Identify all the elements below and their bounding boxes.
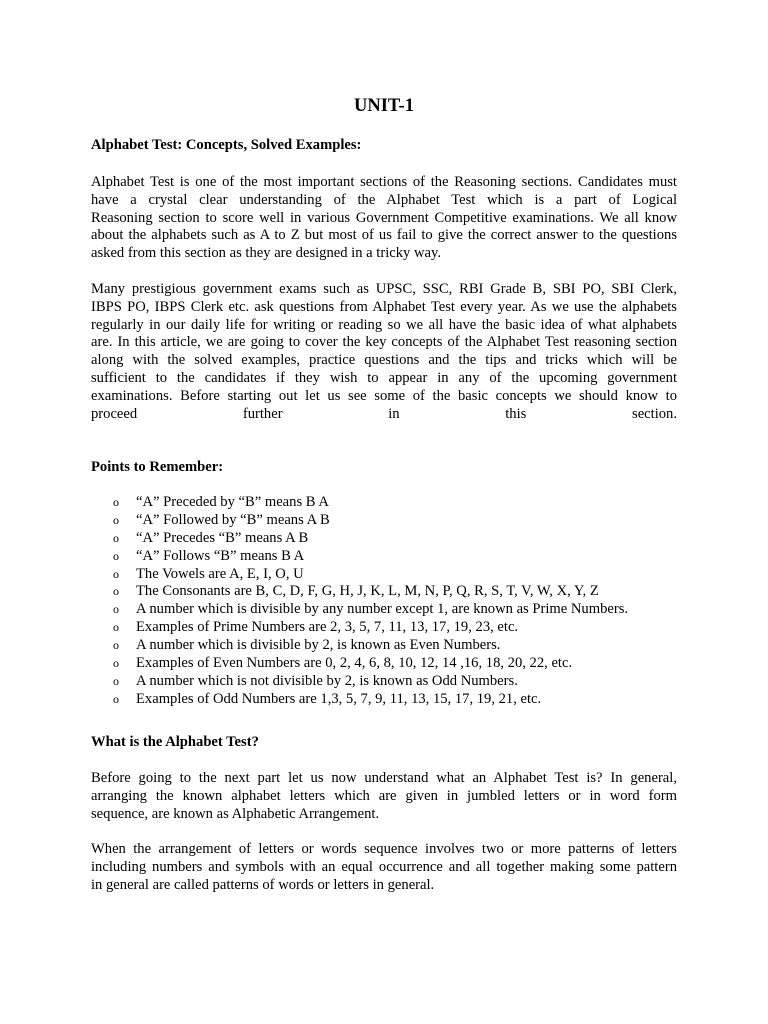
paragraph-line: along with the solved examples, practice questions and the tips and tricks which will be: [91, 352, 677, 369]
list-item: [91, 566, 691, 584]
paragraph-line: proceed further in this section.: [91, 405, 677, 422]
list-item-text: A number which is not divisible by 2, is known as Odd Numbers.: [136, 672, 518, 689]
list-item-text: The Consonants are B, C, D, F, G, H, J, K, L, M, N, P, Q, R, S, T, V, W, X, Y, Z: [136, 583, 599, 600]
paragraph-line: in general are called patterns of words or letters in general.: [91, 876, 435, 893]
paragraph-line: sufficient to the candidates if they wish to appear in any of the upcoming government: [91, 369, 677, 386]
bullet-marker: o: [113, 602, 119, 617]
paragraph-line: Before going to the next part let us now understand what an Alphabet Test is? In general,: [91, 770, 677, 786]
bullet-marker: o: [113, 673, 119, 688]
list-item: [91, 512, 691, 530]
list-item-text: “A” Precedes “B” means A B: [136, 529, 309, 546]
bullet-marker: o: [113, 656, 119, 671]
list-item: [91, 619, 691, 637]
bullet-marker: o: [113, 530, 119, 545]
list-item: [91, 637, 691, 655]
list-item-text: A number which is divisible by 2, is known as Even Numbers.: [136, 637, 501, 654]
paragraph-line: about the alphabets such as A to Z but most of us fail to give the correct answer to the questions: [91, 227, 677, 244]
bullet-marker: o: [113, 495, 119, 509]
exams-paragraph: [91, 281, 677, 423]
list-item-text: The Vowels are A, E, I, O, U: [136, 565, 304, 582]
points-list: [91, 494, 691, 709]
list-item: [91, 494, 691, 512]
paragraph-line: including numbers and symbols with an equal occurrence and all together making some pattern: [91, 858, 677, 875]
intro-paragraph: [91, 174, 677, 263]
paragraph-line: When the arrangement of letters or words sequence involves two or more patterns of letters: [91, 841, 677, 857]
list-item-text: Examples of Even Numbers are 0, 2, 4, 6, 8, 10, 12, 14 ,16, 18, 20, 22, etc.: [136, 655, 573, 672]
list-item: [91, 655, 691, 673]
paragraph-line: are. In this article, we are going to cover the key concepts of the Alphabet Test reasoning section: [91, 334, 677, 351]
list-item: [91, 691, 691, 709]
bullet-marker: o: [113, 512, 119, 527]
list-item-text: “A” Followed by “B” means A B: [136, 511, 330, 528]
list-item: [91, 548, 691, 566]
bullet-marker: o: [113, 584, 119, 599]
list-item-text: “A” Preceded by “B” means B A: [136, 494, 329, 510]
section-heading-points: Points to Remember:: [91, 459, 224, 475]
paragraph-line: asked from this section as they are designed in a tricky way.: [91, 245, 442, 262]
bullet-marker: o: [113, 620, 119, 635]
patterns-paragraph: [91, 841, 677, 894]
paragraph-line: IBPS PO, IBPS Clerk etc. ask questions from Alphabet Test every year. As we use the alphabets: [91, 298, 677, 315]
list-item-text: Examples of Odd Numbers are 1,3, 5, 7, 9, 11, 13, 15, 17, 19, 21, etc.: [136, 690, 542, 707]
bullet-marker: o: [113, 548, 119, 563]
paragraph-line: Reasoning section to score well in various Government Competitive examinations. We all know: [91, 209, 677, 226]
list-item: [91, 530, 691, 548]
definition-paragraph: [91, 770, 677, 823]
list-item-text: “A” Follows “B” means B A: [136, 547, 305, 564]
list-item: [91, 601, 691, 619]
paragraph-line: regularly in our daily life for writing or reading so we all have the basic idea of what alphabets: [91, 316, 677, 333]
paragraph-line: arranging the known alphabet letters which are given in jumbled letters or in word form: [91, 787, 677, 804]
page-title: UNIT-1: [354, 96, 414, 116]
list-item-text: A number which is divisible by any number except 1, are known as Prime Numbers.: [136, 601, 629, 618]
paragraph-line: Alphabet Test is one of the most important sections of the Reasoning sections. Candidates must: [91, 174, 677, 190]
section-heading-alphabet-test: Alphabet Test: Concepts, Solved Examples:: [91, 137, 362, 153]
bullet-marker: o: [113, 566, 119, 581]
list-item-text: Examples of Prime Numbers are 2, 3, 5, 7, 11, 13, 17, 19, 23, etc.: [136, 619, 519, 636]
paragraph-line: have a crystal clear understanding of the Alphabet Test which is a part of Logical: [91, 191, 677, 208]
bullet-marker: o: [113, 638, 119, 653]
section-heading-what-is: What is the Alphabet Test?: [91, 734, 259, 750]
bullet-marker: o: [113, 691, 119, 706]
paragraph-line: sequence, are known as Alphabetic Arrangement.: [91, 805, 380, 822]
list-item: [91, 583, 691, 601]
list-item: [91, 673, 691, 691]
paragraph-line: examinations. Before starting out let us see some of the basic concepts we should know to: [91, 387, 677, 404]
paragraph-line: Many prestigious government exams such as UPSC, SSC, RBI Grade B, SBI PO, SBI Clerk,: [91, 281, 677, 297]
